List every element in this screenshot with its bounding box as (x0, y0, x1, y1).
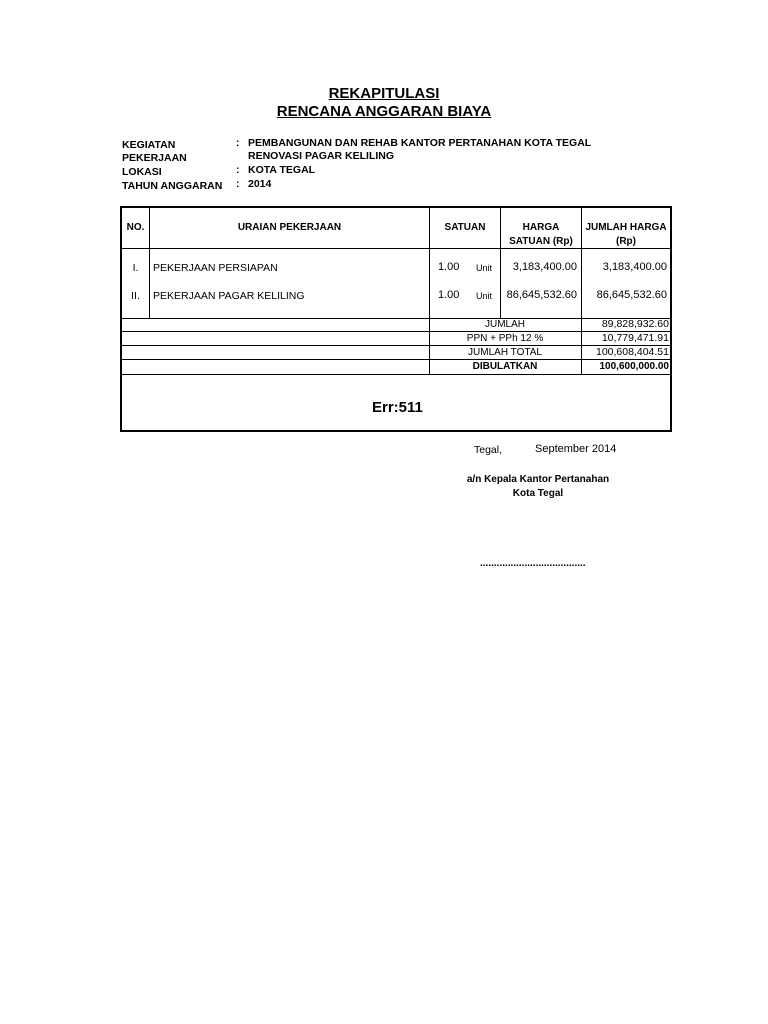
row-uraian: PEKERJAAN PERSIAPAN (153, 262, 278, 274)
header-uraian: URAIAN PEKERJAAN (237, 222, 342, 233)
header-harga-line1: HARGA (522, 222, 560, 233)
formula-error-text: Err:511 (372, 399, 423, 416)
info-label-pekerjaan: PEKERJAAN (122, 152, 187, 164)
row-unit: Unit (476, 291, 493, 301)
signature-place: Tegal, (474, 444, 503, 456)
row-jumlah: 3,183,400.00 (602, 261, 667, 273)
summary-label-total: JUMLAH TOTAL (468, 347, 542, 358)
info-value-tahun: 2014 (248, 178, 272, 190)
budget-table (120, 206, 672, 432)
summary-value-total: 100,608,404.51 (596, 346, 669, 358)
row-divider (122, 374, 670, 375)
info-value-lokasi: KOTA TEGAL (248, 164, 316, 176)
signature-date: September 2014 (535, 443, 617, 455)
info-colon: : (236, 178, 240, 190)
row-harga: 86,645,532.60 (506, 289, 577, 301)
row-qty: 1.00 (438, 261, 460, 273)
header-jumlah-line2: (Rp) (616, 236, 636, 247)
signature-line: ...................................... (480, 558, 586, 569)
info-value-kegiatan: PEMBANGUNAN DAN REHAB KANTOR PERTANAHAN KOTA TEGAL (248, 137, 592, 149)
document-title: REKAPITULASI (328, 85, 440, 102)
summary-label-dibulatkan: DIBULATKAN (472, 361, 538, 372)
header-harga-line2: SATUAN (Rp) (509, 236, 573, 247)
row-unit: Unit (476, 263, 493, 273)
info-colon: : (236, 137, 240, 149)
row-uraian: PEKERJAAN PAGAR KELILING (153, 290, 305, 302)
summary-label-jumlah: JUMLAH (484, 319, 525, 330)
signature-title-line2: Kota Tegal (512, 488, 564, 499)
signature-title-line1: a/n Kepala Kantor Pertanahan (466, 474, 610, 485)
summary-label-ppn: PPN + PPh 12 % (466, 333, 544, 344)
info-label-kegiatan: KEGIATAN (122, 139, 176, 151)
summary-value-ppn: 10,779,471.91 (601, 332, 669, 344)
info-colon: : (236, 164, 240, 176)
info-label-tahun: TAHUN ANGGARAN (122, 180, 223, 192)
row-no: II. (131, 290, 140, 302)
info-value-pekerjaan: RENOVASI PAGAR KELILING (248, 150, 395, 162)
header-satuan: SATUAN (444, 222, 486, 233)
info-label-lokasi: LOKASI (122, 166, 162, 178)
document-subtitle: RENCANA ANGGARAN BIAYA (276, 103, 492, 120)
row-qty: 1.00 (438, 289, 460, 301)
row-jumlah: 86,645,532.60 (596, 289, 667, 301)
row-harga: 3,183,400.00 (512, 261, 577, 273)
header-no: NO. (126, 222, 145, 233)
summary-value-jumlah: 89,828,932.60 (601, 318, 669, 330)
row-no: I. (132, 262, 139, 274)
summary-value-dibulatkan: 100,600,000.00 (599, 361, 669, 372)
header-jumlah-line1: JUMLAH HARGA (585, 222, 667, 233)
